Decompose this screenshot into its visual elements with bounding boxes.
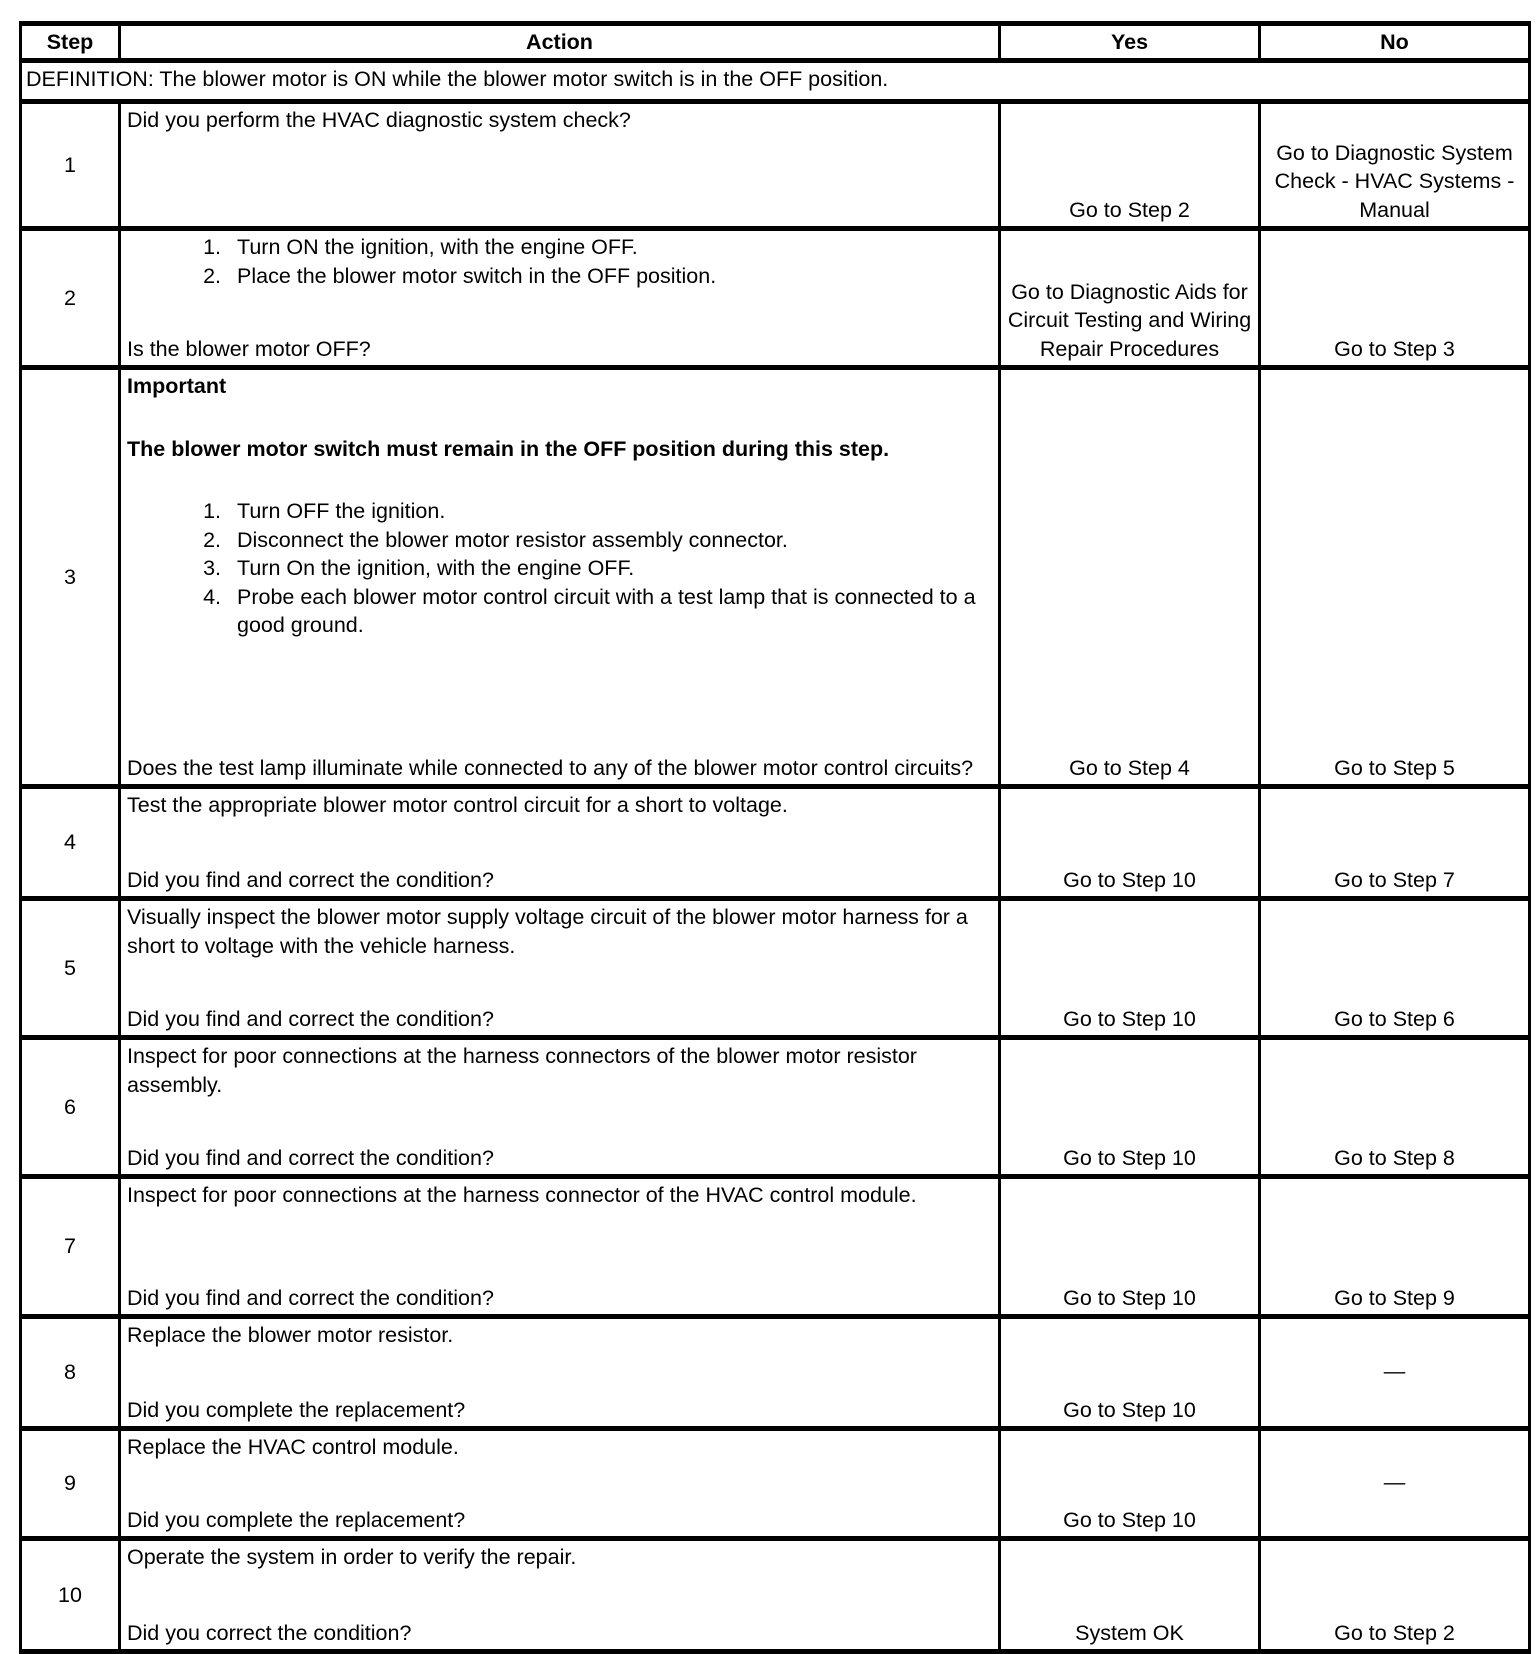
yes-cell: Go to Step 10 [1000,899,1260,1038]
step-number: 6 [21,1038,120,1177]
action-text: Inspect for poor connections at the harness connector of the HVAC control module. [127,1183,917,1207]
table-row [21,1429,1530,1539]
table-row [21,368,1530,787]
yes-cell: Go to Step 10 [1000,1038,1260,1177]
action-cell [120,1539,1000,1652]
step-number: 7 [21,1177,120,1317]
definition-text: DEFINITION: The blower motor is ON while the blower motor switch is in the OFF position. [21,61,1530,102]
no-cell: — [1260,1317,1530,1429]
yes-cell: Go to Step 10 [1000,1177,1260,1317]
question-text: Did you correct the condition? [127,1620,412,1645]
list-item: 4. Probe each blower motor control circuit with a test lamp that is connected to a good ground. [227,583,992,640]
action-text: Inspect for poor connections at the harness connectors of the blower motor resistor assembly. [127,1044,917,1097]
list-item: 1. Turn ON the ignition, with the engine OFF. [227,233,992,262]
header-step: Step [21,24,120,61]
action-cell [120,1429,1000,1539]
yes-cell: Go to Step 10 [1000,1317,1260,1429]
table-row [21,1038,1530,1177]
yes-cell: Go to Step 10 [1000,787,1260,899]
no-cell: Go to Step 7 [1260,787,1530,899]
yes-cell: Go to Diagnostic Aids for Circuit Testing and Wiring Repair Procedures [1000,229,1260,368]
no-cell: Go to Diagnostic System Check - HVAC Systems - Manual [1260,102,1530,229]
header-no: No [1260,24,1530,61]
question-text: Did you find and correct the condition? [127,1006,494,1031]
no-cell: Go to Step 8 [1260,1038,1530,1177]
action-cell [120,899,1000,1038]
no-cell: Go to Step 9 [1260,1177,1530,1317]
list-item: 2. Place the blower motor switch in the OFF position. [227,262,992,291]
table-row [21,1177,1530,1317]
step-number: 3 [21,368,120,787]
step-number: 1 [21,102,120,229]
action-cell [120,1317,1000,1429]
yes-cell: Go to Step 4 [1000,368,1260,787]
question-text: Does the test lamp illuminate while connected to any of the blower motor control circuits? [127,755,974,780]
important-label: Important [127,374,227,398]
yes-cell: System OK [1000,1539,1260,1652]
table-row [21,787,1530,899]
no-cell: Go to Step 5 [1260,368,1530,787]
action-cell [120,229,1000,368]
question-text: Did you find and correct the condition? [127,1145,494,1170]
action-cell [120,1038,1000,1177]
diagnostic-table [19,21,1531,1654]
step-number: 5 [21,899,120,1038]
table-row [21,229,1530,368]
action-text: Visually inspect the blower motor supply voltage circuit of the blower motor harness for a short to voltage with the vehicle harness. [127,905,968,958]
table-row [21,1317,1530,1429]
table-row [21,102,1530,229]
important-note: The blower motor switch must remain in the OFF position during this step. [127,436,890,461]
yes-cell: Go to Step 10 [1000,1429,1260,1539]
step-number: 2 [21,229,120,368]
no-cell: — [1260,1429,1530,1539]
no-cell: Go to Step 3 [1260,229,1530,368]
table-row [21,1539,1530,1652]
list-item: 3. Turn On the ignition, with the engine OFF. [227,554,992,583]
step-number: 10 [21,1539,120,1652]
step-number: 4 [21,787,120,899]
action-list [127,497,992,640]
header-yes: Yes [1000,24,1260,61]
header-row [21,24,1530,61]
question-text: Is the blower motor OFF? [127,336,371,361]
action-text: Test the appropriate blower motor control circuit for a short to voltage. [127,793,788,817]
question-text: Did you complete the replacement? [127,1507,466,1532]
action-cell [120,1177,1000,1317]
action-text: Replace the blower motor resistor. [127,1323,454,1347]
table-row [21,899,1530,1038]
question-text: Did you find and correct the condition? [127,867,494,892]
action-text: Did you perform the HVAC diagnostic system check? [120,102,1000,229]
action-list [127,233,992,290]
no-cell: Go to Step 6 [1260,899,1530,1038]
action-text: Operate the system in order to verify the repair. [127,1545,577,1569]
definition-row [21,61,1530,102]
question-text: Did you complete the replacement? [127,1397,466,1422]
header-action: Action [120,24,1000,61]
step-number: 9 [21,1429,120,1539]
action-text: Replace the HVAC control module. [127,1435,459,1459]
list-item: 1. Turn OFF the ignition. [227,497,992,526]
action-cell [120,368,1000,787]
question-text: Did you find and correct the condition? [127,1285,494,1310]
no-cell: Go to Step 2 [1260,1539,1530,1652]
yes-cell: Go to Step 2 [1000,102,1260,229]
list-item: 2. Disconnect the blower motor resistor assembly connector. [227,526,992,555]
action-cell [120,787,1000,899]
step-number: 8 [21,1317,120,1429]
